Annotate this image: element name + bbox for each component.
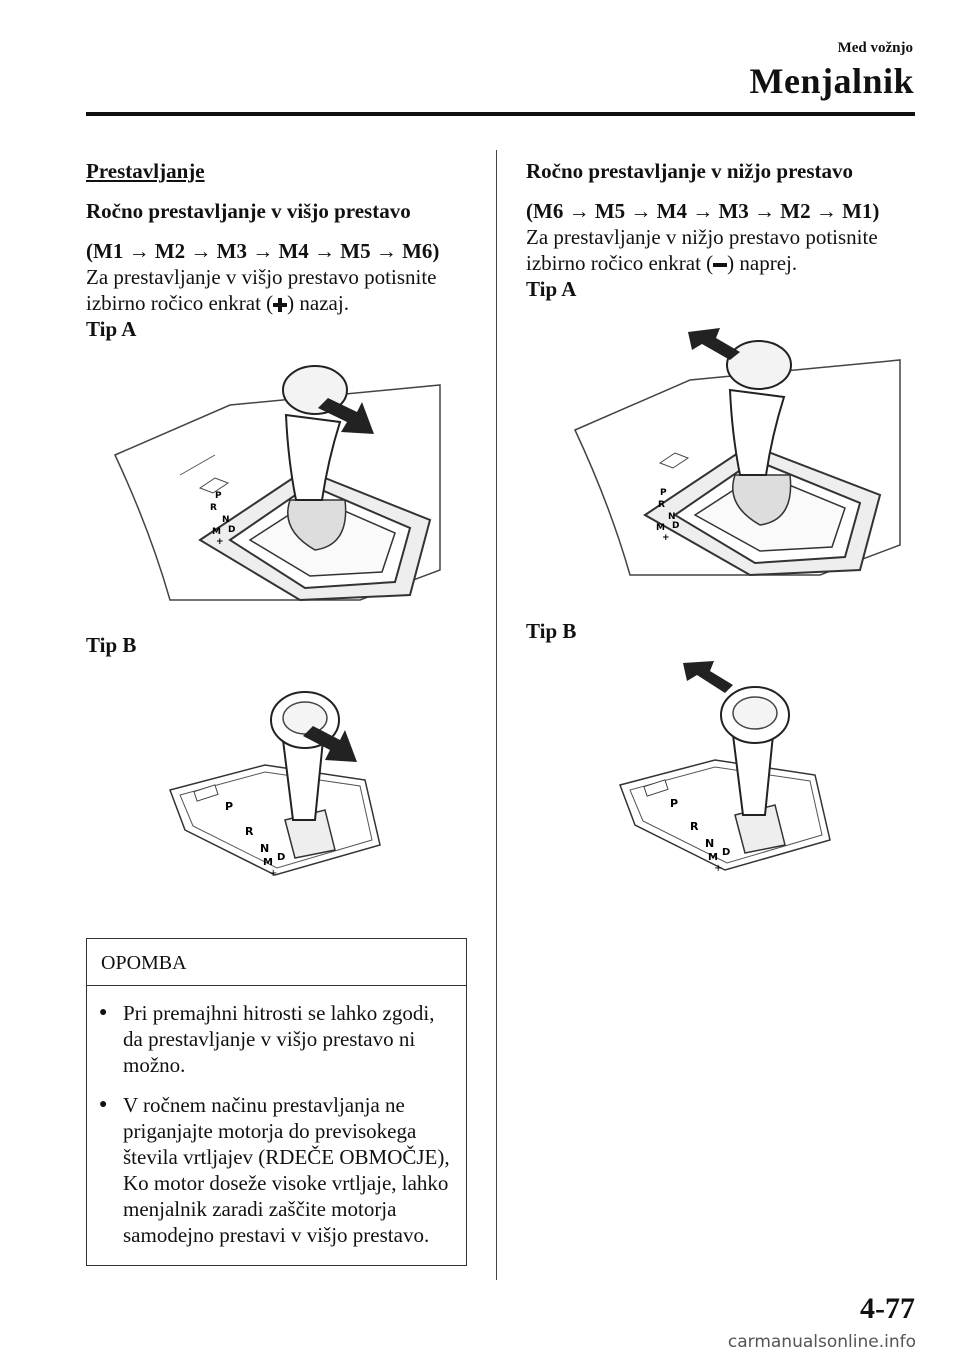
gate-m: M bbox=[212, 527, 221, 537]
section-heading: Prestavljanje bbox=[86, 159, 205, 183]
upshift-instruction-line2 bbox=[86, 290, 471, 316]
type-a-label-left: Tip A bbox=[86, 317, 137, 341]
gate-rb-n: N bbox=[705, 837, 715, 850]
upshift-instruction-end: ) nazaj. bbox=[287, 291, 349, 315]
header-rule bbox=[86, 112, 915, 116]
gate-n: N bbox=[222, 515, 230, 525]
left-column bbox=[86, 158, 471, 342]
page-number: 4-77 bbox=[860, 1292, 915, 1325]
column-divider bbox=[496, 150, 497, 1280]
downshift-instruction-line1: Za prestavljanje v nižjo prestavo potisnite bbox=[526, 225, 878, 249]
gate-b-m: M bbox=[263, 857, 273, 868]
downshift-instruction-end: ) naprej. bbox=[727, 251, 798, 275]
upshift-heading: Ročno prestavljanje v višjo prestavo bbox=[86, 199, 411, 223]
gate-rb-plus: + bbox=[714, 863, 723, 874]
type-a-label-right: Tip A bbox=[526, 277, 577, 301]
shifter-type-a-upshift-figure bbox=[110, 350, 450, 610]
gate-r-m: M bbox=[656, 523, 665, 533]
type-b-label-left-wrap bbox=[86, 632, 136, 658]
gate-r: R bbox=[210, 503, 217, 513]
downshift-sequence: (M6 → M5 → M4 → M3 → M2 → M1) bbox=[526, 199, 880, 223]
gate-b-plus: + bbox=[269, 868, 278, 879]
bullet-icon: ● bbox=[99, 1005, 108, 1020]
shifter-type-a-downshift-figure bbox=[570, 320, 910, 580]
gate-r-r: R bbox=[658, 500, 665, 510]
shifter-type-b-downshift-figure bbox=[615, 655, 840, 885]
gate-r-n: N bbox=[668, 512, 676, 522]
gate-b-n: N bbox=[260, 842, 270, 855]
plus-icon bbox=[273, 298, 287, 312]
right-column bbox=[526, 158, 921, 302]
watermark: carmanualsonline.info bbox=[727, 1332, 916, 1352]
note-list bbox=[87, 986, 466, 1248]
note-item-text: Pri premajhni hitrosti se lahko zgodi, da prestavljanje v višjo prestavo ni možno. bbox=[123, 1001, 435, 1077]
section-label: Med vožnjo bbox=[837, 40, 913, 56]
bullet-icon: ● bbox=[99, 1097, 108, 1112]
gate-rb-m: M bbox=[708, 852, 718, 863]
gate-b-d: D bbox=[277, 852, 286, 863]
note-box bbox=[86, 938, 467, 1266]
gate-rb-p: P bbox=[670, 797, 679, 810]
type-b-label-right: Tip B bbox=[526, 619, 577, 643]
gate-d: D bbox=[228, 525, 236, 535]
gate-b-r: R bbox=[245, 825, 254, 838]
note-item-text: V ročnem načinu prestavljanja ne priganjajte motorja do previsokega števila vrtljajev (RDEČE OBMOČJE), Ko motor doseže visoke vrtljaje, lahko menjalnik zaradi zaščite motorja samodejno prestavi v višjo prestavo. bbox=[123, 1093, 450, 1247]
note-title: OPOMBA bbox=[87, 939, 466, 986]
gate-p: P bbox=[215, 491, 222, 501]
downshift-instruction-start: izbirno ročico enkrat ( bbox=[526, 251, 714, 275]
gate-r-plus: + bbox=[662, 533, 670, 543]
gate-plus: + bbox=[216, 537, 224, 547]
type-b-label-right-wrap bbox=[526, 618, 576, 644]
chapter-title: Menjalnik bbox=[749, 61, 914, 101]
note-item bbox=[99, 1000, 454, 1078]
upshift-instruction-line1: Za prestavljanje v višjo prestavo potisnite bbox=[86, 265, 437, 289]
gate-rb-r: R bbox=[690, 820, 699, 833]
gate-r-p: P bbox=[660, 488, 667, 498]
gate-b-p: P bbox=[225, 800, 234, 813]
downshift-heading: Ročno prestavljanje v nižjo prestavo bbox=[526, 159, 854, 183]
gate-r-d: D bbox=[672, 521, 680, 531]
note-item bbox=[99, 1092, 454, 1248]
shifter-type-b-upshift-figure bbox=[165, 680, 390, 880]
minus-icon bbox=[713, 258, 727, 272]
type-b-label-left: Tip B bbox=[86, 633, 137, 657]
gate-rb-d: D bbox=[722, 847, 731, 858]
upshift-sequence: (M1 → M2 → M3 → M4 → M5 → M6) bbox=[86, 239, 440, 263]
upshift-instruction-start: izbirno ročico enkrat ( bbox=[86, 291, 274, 315]
downshift-instruction-line2 bbox=[526, 250, 921, 276]
